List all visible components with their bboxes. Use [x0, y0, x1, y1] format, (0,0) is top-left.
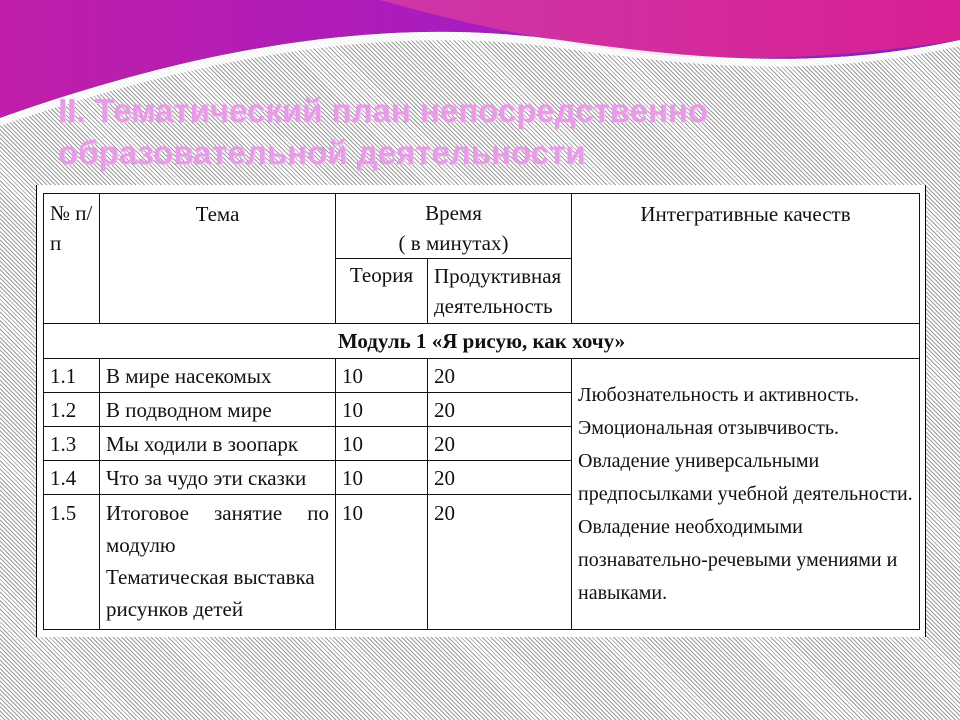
row-productive: 20 — [428, 359, 572, 393]
qualities-cell: Любознательность и активность. Эмоциональная отзывчивость. Овладение универсальными предпосылками учебной деятельности. Овладение необходимыми познавательно-речевыми умениями и навыками. — [572, 359, 920, 630]
row-num: 1.5 — [44, 495, 100, 630]
row-theory: 10 — [336, 393, 428, 427]
header-productive: Продуктивная деятельность — [428, 259, 572, 324]
row-theory: 10 — [336, 461, 428, 495]
slide-title: II. Тематический план непосредственно образовательной деятельности — [58, 92, 708, 171]
header-theory: Теория — [336, 259, 428, 324]
table-row — [44, 359, 920, 393]
header-qualities: Интегративные качеств — [572, 194, 920, 324]
header-num-text: № п/п — [50, 201, 93, 255]
row-theory: 10 — [336, 359, 428, 393]
row-topic: Что за чудо эти сказки — [100, 461, 336, 495]
row-topic-line1: Итоговое занятие по — [106, 501, 329, 525]
header-topic: Тема — [100, 194, 336, 324]
header-time-sub: ( в минутах) — [398, 231, 509, 255]
row-topic: Мы ходили в зоопарк — [100, 427, 336, 461]
module-title: Модуль 1 «Я рисую, как хочу» — [44, 324, 920, 359]
header-num — [44, 194, 100, 324]
row-productive: 20 — [428, 495, 572, 630]
row-num: 1.1 — [44, 359, 100, 393]
row-topic-line3: Тематическая выставка рисунков детей — [106, 565, 315, 621]
row-productive: 20 — [428, 393, 572, 427]
plan-table — [43, 193, 920, 630]
header-time — [336, 194, 572, 259]
row-num: 1.4 — [44, 461, 100, 495]
row-productive: 20 — [428, 461, 572, 495]
row-topic: В мире насекомых — [100, 359, 336, 393]
plan-table-frame — [36, 185, 926, 637]
row-theory: 10 — [336, 495, 428, 630]
row-productive: 20 — [428, 427, 572, 461]
module-row — [44, 324, 920, 359]
row-topic — [100, 495, 336, 630]
header-row-1 — [44, 194, 920, 259]
row-theory: 10 — [336, 427, 428, 461]
row-topic: В подводном мире — [100, 393, 336, 427]
row-num: 1.3 — [44, 427, 100, 461]
header-time-label: Время — [425, 201, 482, 225]
row-num: 1.2 — [44, 393, 100, 427]
row-topic-line2: модулю — [106, 533, 176, 557]
